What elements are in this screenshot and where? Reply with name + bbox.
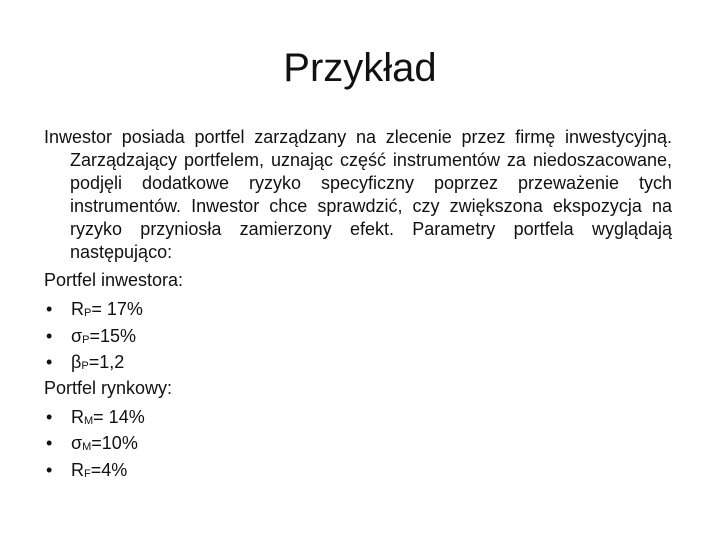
param-symbol: R bbox=[71, 299, 84, 319]
list-item bbox=[44, 296, 672, 323]
list-item bbox=[44, 404, 672, 431]
param-value: =4% bbox=[90, 459, 128, 480]
bullet-icon: • bbox=[46, 459, 53, 480]
param-subscript: M bbox=[82, 441, 92, 453]
investor-portfolio-heading: Portfel inwestora: bbox=[44, 270, 184, 290]
param-subscript: P bbox=[81, 360, 89, 372]
list-item bbox=[44, 323, 672, 350]
bullet-icon: • bbox=[46, 406, 53, 427]
param-value: =10% bbox=[91, 433, 138, 453]
intro-paragraph: Inwestor posiada portfel zarządzany na zlecenie przez firmę inwestycyjną. Zarządzający portfelem, uznając część instrumentów za niedoszacowane, podjęli dodatkowe ryzyko specyficzny poprzez przeważenie tych instrumentów. Inwestor chce sprawdzić, czy zwiększona ekspozycja na ryzyko przyniosła zamierzony efekt. Parametry portfela wyglądają następująco: bbox=[44, 127, 672, 262]
slide-title: Przykład bbox=[283, 46, 437, 90]
bullet-icon: • bbox=[46, 325, 53, 346]
param-symbol: β bbox=[71, 352, 82, 372]
param-subscript: P bbox=[82, 333, 90, 346]
param-value: = 14% bbox=[93, 406, 145, 427]
param-symbol: σ bbox=[71, 325, 83, 346]
bullet-icon: • bbox=[46, 433, 53, 453]
list-item bbox=[44, 349, 672, 376]
market-portfolio-list bbox=[44, 404, 672, 484]
param-value: =15% bbox=[89, 325, 136, 346]
param-value: = 17% bbox=[91, 299, 143, 319]
slide-content bbox=[44, 126, 672, 483]
list-item bbox=[44, 430, 672, 457]
param-value: =1,2 bbox=[88, 352, 125, 372]
list-item bbox=[44, 457, 672, 484]
param-symbol: σ bbox=[71, 433, 83, 453]
market-portfolio-heading: Portfel rynkowy: bbox=[44, 377, 173, 398]
bullet-icon: • bbox=[46, 299, 53, 319]
bullet-icon: • bbox=[46, 352, 53, 372]
param-subscript: F bbox=[84, 467, 91, 480]
param-subscript: P bbox=[84, 307, 92, 319]
investor-portfolio-list bbox=[44, 296, 672, 376]
param-symbol: R bbox=[71, 459, 84, 480]
param-symbol: R bbox=[71, 406, 84, 427]
param-subscript: M bbox=[84, 414, 94, 427]
